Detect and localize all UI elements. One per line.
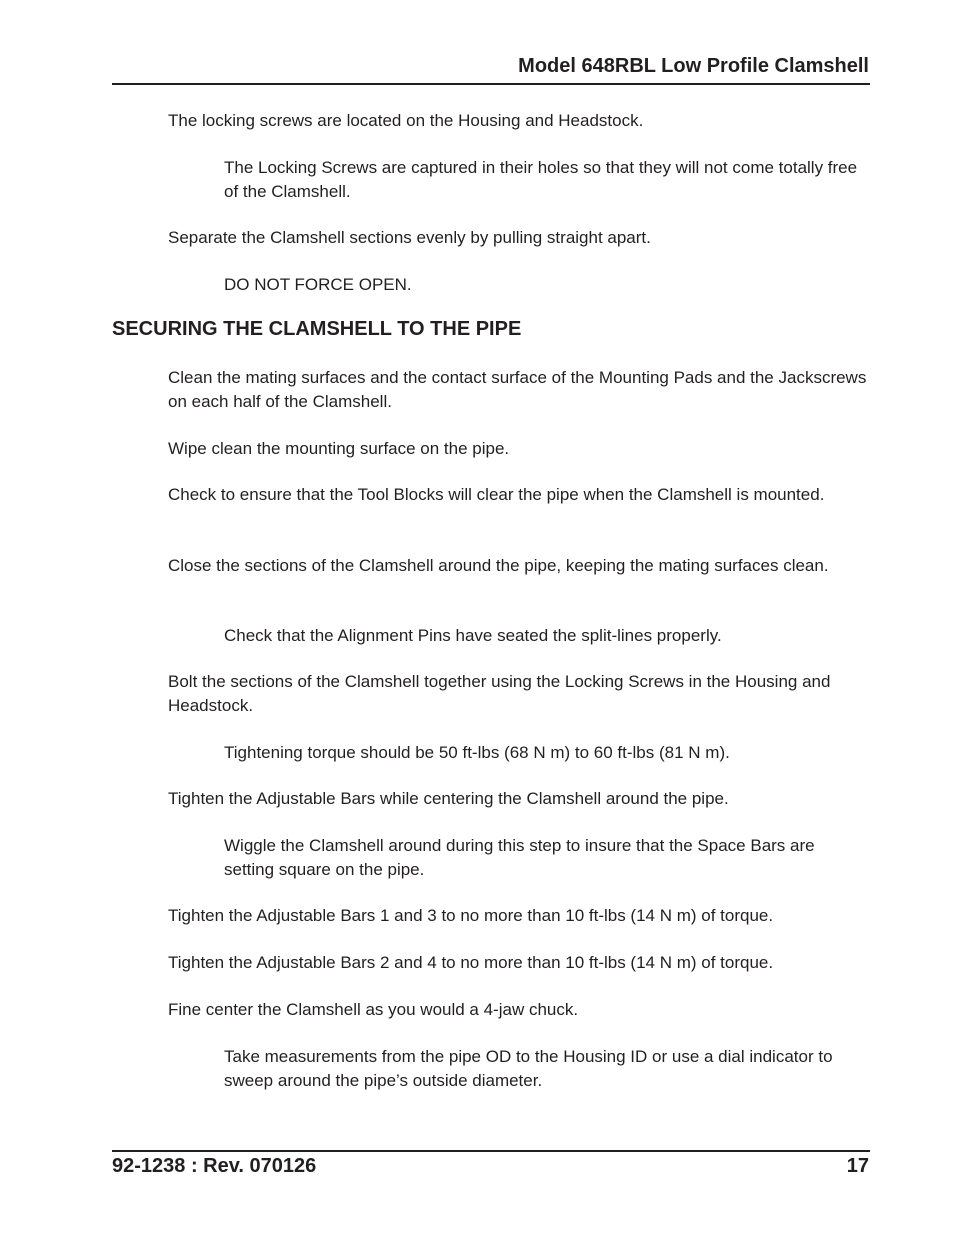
page-number: 17 xyxy=(846,1155,869,1177)
step: Fine center the Clamshell as you would a 4-jaw chuck. xyxy=(168,1000,579,1019)
step-note: Wiggle the Clamshell around during this step to insure that the Space Bars are setting square on the pipe. xyxy=(224,836,815,879)
step-note: Take measurements from the pipe OD to the Housing ID or use a dial indicator to sweep around the pipe’s outside diameter. xyxy=(224,1047,833,1090)
paragraph: Separate the Clamshell sections evenly by pulling straight apart. xyxy=(168,228,651,247)
step-note: Check that the Alignment Pins have seated the split-lines properly. xyxy=(224,626,722,645)
step: Tighten the Adjustable Bars 2 and 4 to no more than 10 ft-lbs (14 N m) of torque. xyxy=(168,953,774,972)
section-heading: SECURING THE CLAMSHELL TO THE PIPE xyxy=(112,318,522,340)
step: Tighten the Adjustable Bars 1 and 3 to no more than 10 ft-lbs (14 N m) of torque. xyxy=(168,906,774,925)
step: Wipe clean the mounting surface on the pipe. xyxy=(168,439,510,458)
document-revision: 92-1238 : Rev. 070126 xyxy=(112,1155,317,1177)
indented-note: The Locking Screws are captured in their holes so that they will not come totally free of the Clamshell. xyxy=(224,158,858,201)
step: Check to ensure that the Tool Blocks will clear the pipe when the Clamshell is mounted. xyxy=(168,485,825,504)
step: Clean the mating surfaces and the contact surface of the Mounting Pads and the Jackscrews on each half of the Clamshell. xyxy=(168,368,867,411)
step: Tighten the Adjustable Bars while centering the Clamshell around the pipe. xyxy=(168,789,729,808)
step-note: Tightening torque should be 50 ft-lbs (68 N m) to 60 ft-lbs (81 N m). xyxy=(224,743,730,762)
page-header-title: Model 648RBL Low Profile Clamshell xyxy=(518,55,869,77)
warning-note: DO NOT FORCE OPEN. xyxy=(224,275,412,294)
paragraph: The locking screws are located on the Housing and Headstock. xyxy=(168,111,644,130)
header-divider xyxy=(112,83,870,85)
footer-divider xyxy=(112,1150,870,1152)
step: Close the sections of the Clamshell around the pipe, keeping the mating surfaces clean. xyxy=(168,556,829,575)
step: Bolt the sections of the Clamshell together using the Locking Screws in the Housing and Headstock. xyxy=(168,672,831,715)
